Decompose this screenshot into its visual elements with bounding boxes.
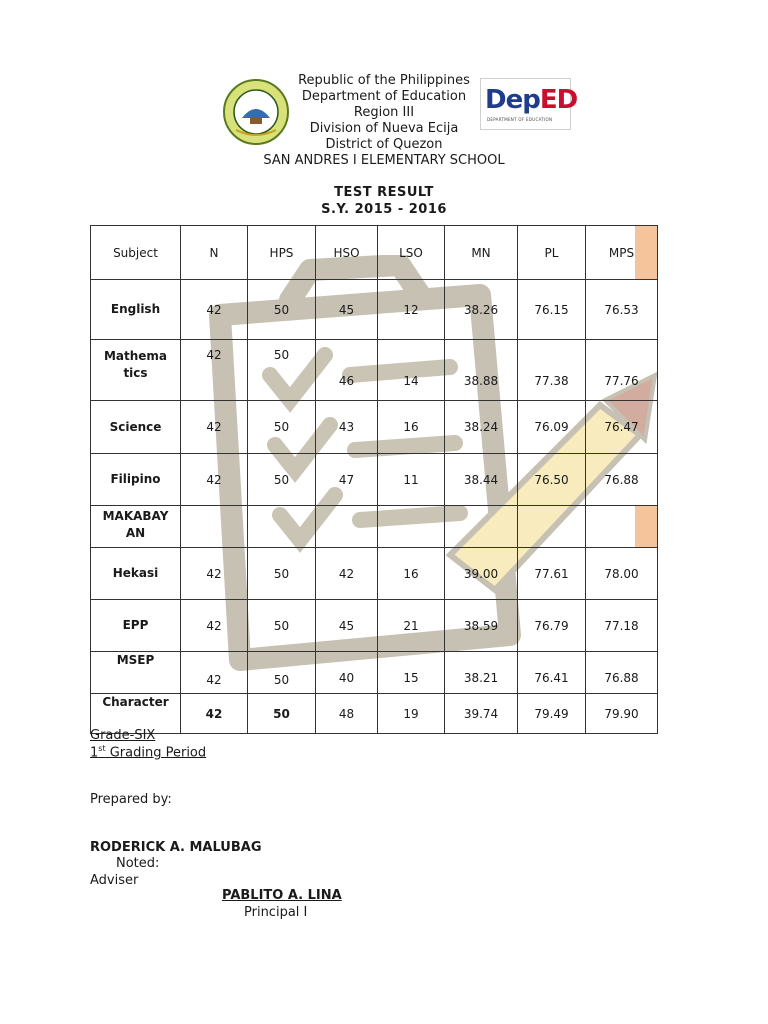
test-result-table: [90, 225, 658, 734]
cell-empty: [181, 506, 248, 548]
cell-pl: 76.09: [518, 401, 586, 454]
cell-empty: [586, 506, 658, 548]
principal-name: PABLITO A. LINA: [222, 888, 342, 903]
highlight-strip: [635, 226, 657, 279]
table-row: [91, 548, 658, 600]
cell-n: 42: [181, 401, 248, 454]
cell-subject-part-1: Mathema: [103, 349, 168, 363]
col-header-subject: Subject: [91, 226, 181, 280]
cell-lso: 15: [378, 652, 445, 694]
cell-n: 42: [181, 340, 248, 401]
cell-lso: 19: [378, 694, 445, 734]
cell-lso: 14: [378, 340, 445, 401]
cell-subject: Science: [91, 401, 181, 454]
cell-hso: 47: [316, 454, 378, 506]
cell-mn: 38.26: [445, 280, 518, 340]
adviser-name: RODERICK A. MALUBAG: [90, 840, 262, 855]
col-header-pl: PL: [518, 226, 586, 280]
header-line-5: District of Quezon: [325, 137, 443, 152]
cell-subject-part-1: MAKABAY: [102, 509, 169, 523]
cell-hps: 50: [248, 401, 316, 454]
cell-hso: 43: [316, 401, 378, 454]
table-row: [91, 506, 658, 548]
adviser-role: Adviser: [90, 873, 139, 888]
cell-n: 42: [181, 548, 248, 600]
cell-pl: 76.15: [518, 280, 586, 340]
grading-period-suffix: st: [98, 744, 106, 753]
cell-mn: 38.24: [445, 401, 518, 454]
cell-empty: [445, 506, 518, 548]
cell-lso: 16: [378, 548, 445, 600]
cell-hps: 50: [248, 600, 316, 652]
prepared-by-label: Prepared by:: [90, 792, 172, 807]
cell-subject: English: [91, 280, 181, 340]
cell-n: 42: [181, 280, 248, 340]
col-header-hps: HPS: [248, 226, 316, 280]
table-row: [91, 600, 658, 652]
col-header-mps-label: MPS: [608, 245, 635, 260]
cell-hso: 45: [316, 280, 378, 340]
table-row: [91, 280, 658, 340]
cell-subject: Character: [91, 694, 181, 734]
table-row: [91, 340, 658, 401]
col-header-hso: HSO: [316, 226, 378, 280]
header-line-4: Division of Nueva Ecija: [309, 121, 459, 136]
cell-empty: [518, 506, 586, 548]
deped-word-dep: Dep: [485, 85, 540, 115]
noted-label: Noted:: [116, 856, 160, 871]
header-line-3: Region III: [353, 105, 415, 120]
grading-period-label: Grading Period: [105, 745, 207, 761]
cell-hso: 48: [316, 694, 378, 734]
cell-lso: 12: [378, 280, 445, 340]
deped-subtitle: DEPARTMENT OF EDUCATION: [487, 117, 553, 122]
cell-hps: 50: [248, 548, 316, 600]
cell-empty: [316, 506, 378, 548]
cell-mps: 76.88: [586, 652, 658, 694]
cell-mps: 76.88: [586, 454, 658, 506]
grading-period-number: 1: [90, 745, 99, 761]
cell-hso: 40: [316, 652, 378, 694]
cell-pl: 79.49: [518, 694, 586, 734]
cell-hso: 45: [316, 600, 378, 652]
cell-lso: 21: [378, 600, 445, 652]
principal-role: Principal I: [244, 905, 308, 920]
col-header-n: N: [181, 226, 248, 280]
cell-n: 42: [181, 694, 248, 734]
cell-hps: 50: [248, 280, 316, 340]
header-line-6: SAN ANDRES I ELEMENTARY SCHOOL: [263, 153, 505, 168]
cell-hps: 50: [248, 454, 316, 506]
cell-hps: 50: [248, 694, 316, 734]
cell-empty: [378, 506, 445, 548]
col-header-mps: [586, 226, 658, 280]
cell-pl: 77.61: [518, 548, 586, 600]
table-row: [91, 401, 658, 454]
grading-period: [90, 744, 206, 760]
cell-mps: 76.47: [586, 401, 658, 454]
cell-hps: 50: [248, 652, 316, 694]
cell-lso: 16: [378, 401, 445, 454]
cell-subject: EPP: [91, 600, 181, 652]
highlight-strip: [635, 506, 657, 547]
deped-word-ed: ED: [539, 85, 578, 115]
cell-n: 42: [181, 454, 248, 506]
col-header-lso: LSO: [378, 226, 445, 280]
grade-level: Grade-SIX: [90, 728, 156, 743]
cell-mn: 39.74: [445, 694, 518, 734]
cell-subject: Hekasi: [91, 548, 181, 600]
cell-mn: 38.44: [445, 454, 518, 506]
cell-mn: 38.21: [445, 652, 518, 694]
cell-pl: 76.41: [518, 652, 586, 694]
cell-empty: [248, 506, 316, 548]
cell-hso: 42: [316, 548, 378, 600]
cell-mn: 38.59: [445, 600, 518, 652]
cell-lso: 11: [378, 454, 445, 506]
cell-n: 42: [181, 652, 248, 694]
cell-mps: 77.76: [586, 340, 658, 401]
cell-pl: 76.79: [518, 600, 586, 652]
cell-subject: [91, 340, 181, 401]
table-row: [91, 694, 658, 734]
cell-mps: 79.90: [586, 694, 658, 734]
cell-n: 42: [181, 600, 248, 652]
header-line-2: Department of Education: [301, 89, 467, 104]
cell-mps: 76.53: [586, 280, 658, 340]
table-header-row: [91, 226, 658, 280]
cell-mps: 77.18: [586, 600, 658, 652]
table-row: [91, 652, 658, 694]
header-line-1: Republic of the Philippines: [298, 73, 470, 88]
table-row: [91, 454, 658, 506]
school-year: S.Y. 2015 - 2016: [321, 202, 447, 217]
cell-pl: 76.50: [518, 454, 586, 506]
cell-subject: Filipino: [91, 454, 181, 506]
cell-subject: MSEP: [91, 652, 181, 694]
cell-mps: 78.00: [586, 548, 658, 600]
cell-subject-part-2: tics: [123, 366, 148, 380]
cell-subject-part-2: AN: [125, 526, 146, 540]
page-title: TEST RESULT: [334, 185, 434, 200]
cell-subject: [91, 506, 181, 548]
cell-pl: 77.38: [518, 340, 586, 401]
col-header-mn: MN: [445, 226, 518, 280]
cell-hps: 50: [248, 340, 316, 401]
cell-hso: 46: [316, 340, 378, 401]
cell-mn: 39.00: [445, 548, 518, 600]
cell-mn: 38.88: [445, 340, 518, 401]
